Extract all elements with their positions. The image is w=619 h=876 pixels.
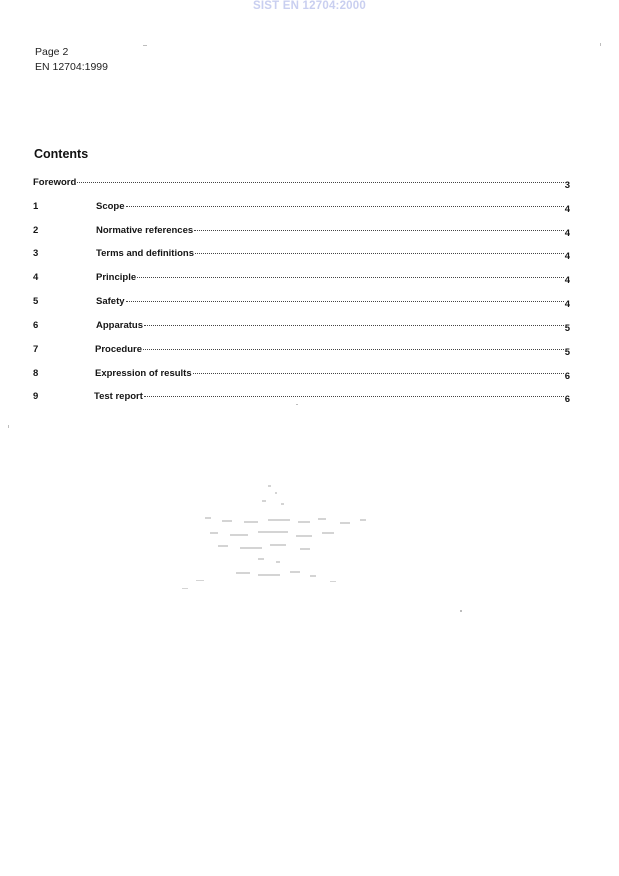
contents-heading: Contents (34, 147, 89, 161)
standard-id: EN 12704:1999 (35, 61, 108, 73)
toc-entry-title: Apparatus (96, 320, 143, 331)
page-header (35, 45, 108, 75)
toc-entry-title: Test report (94, 391, 143, 402)
toc-entry-title: Foreword (33, 177, 77, 188)
toc-entry-safety[interactable] (33, 296, 570, 310)
toc-entry-number: 8 (33, 368, 39, 379)
toc-leader-dots (194, 230, 564, 231)
toc-entry-foreword[interactable] (33, 177, 570, 191)
toc-entry-page: 5 (564, 323, 570, 334)
toc-entry-page: 6 (564, 394, 570, 405)
toc-entry-title: Normative references (96, 225, 194, 236)
toc-entry-number: 2 (33, 225, 39, 236)
toc-entry-scope[interactable] (33, 201, 570, 215)
toc-leader-dots (195, 253, 564, 254)
page-number: Page 2 (35, 46, 69, 58)
toc-leader-dots (144, 396, 564, 397)
toc-leader-dots (126, 206, 564, 207)
toc-leader-dots (137, 277, 564, 278)
toc-entry-number: 4 (33, 272, 39, 283)
toc-entry-page: 6 (564, 371, 570, 382)
toc-leader-dots (77, 182, 563, 183)
toc-entry-number: 9 (33, 391, 39, 402)
toc-leader-dots (126, 301, 564, 302)
faint-stamp-residue (182, 485, 366, 589)
toc-entry-number: 6 (33, 320, 39, 331)
toc-entry-title: Safety (96, 296, 125, 307)
toc-entry-title: Scope (96, 201, 125, 212)
toc-entry-principle[interactable] (33, 272, 570, 286)
toc-leader-dots (193, 373, 564, 374)
toc-entry-page: 4 (564, 228, 570, 239)
toc-entry-number: 5 (33, 296, 39, 307)
toc-leader-dots (144, 325, 564, 326)
toc-entry-title: Procedure (95, 344, 142, 355)
toc-entry-expression-of-results[interactable] (33, 368, 570, 382)
toc-entry-normative-references[interactable] (33, 225, 570, 239)
toc-entry-page: 4 (564, 275, 570, 286)
toc-entry-number: 7 (33, 344, 39, 355)
toc-entry-title: Principle (96, 272, 137, 283)
toc-entry-page: 4 (564, 204, 570, 215)
toc-entry-number: 1 (33, 201, 39, 212)
toc-entry-title: Expression of results (95, 368, 192, 379)
watermark: SIST EN 12704:2000 (253, 0, 366, 12)
toc-entry-apparatus[interactable] (33, 320, 570, 334)
toc-entry-page: 4 (564, 251, 570, 262)
toc-entry-number: 3 (33, 248, 39, 259)
toc-entry-page: 4 (564, 299, 570, 310)
toc-entry-terms-and-definitions[interactable] (33, 248, 570, 262)
toc-entry-title: Terms and definitions (96, 248, 195, 259)
toc-entry-page: 3 (564, 180, 570, 191)
toc-entry-page: 5 (564, 347, 570, 358)
toc-leader-dots (143, 349, 564, 350)
toc-entry-test-report[interactable] (33, 391, 570, 405)
toc-entry-procedure[interactable] (33, 344, 570, 358)
